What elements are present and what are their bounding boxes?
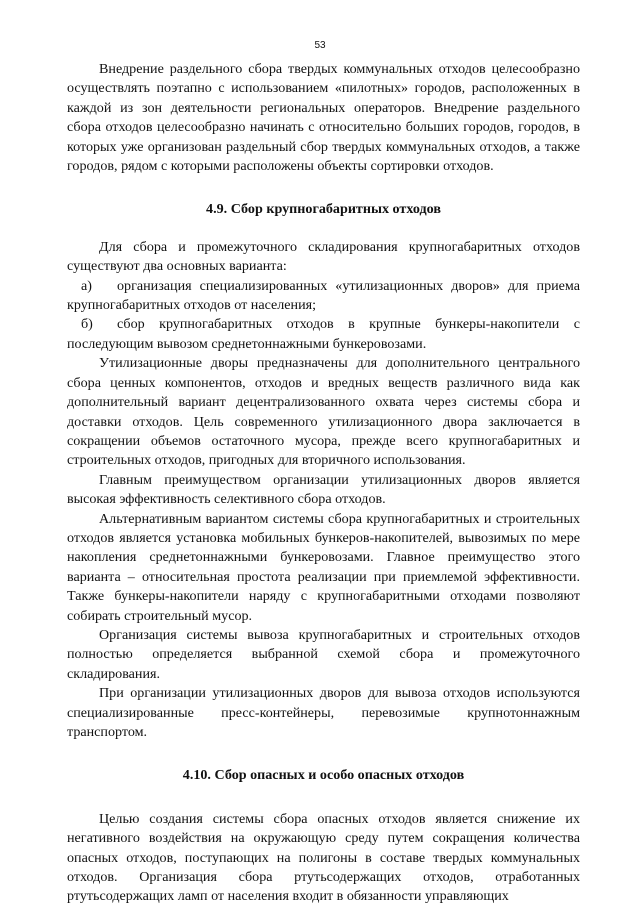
intro-paragraph: Внедрение раздельного сбора твердых коммунальных отходов целесообразно осуществлять поэтапно с использованием «пилотных» городов, расположенных в каждой из зон деятельности региональных операторов. Внедрение раздельного сбора отходов целесообразно начинать с относительно больших городов, городов, в которых уже организован раздельный сбор твердых коммунальных отходов, а также городов, рядом с которыми расположены объекты сортировки отходов. xyxy=(67,61,580,175)
list-marker-b: б) xyxy=(81,316,93,333)
list-text-a: организация специализированных «утилизационных дворов» для приема крупногабаритных отходов от населения; xyxy=(67,277,580,314)
section-heading-4-10: 4.10. Сбор опасных и особо опасных отходов xyxy=(182,767,465,784)
list-item-a xyxy=(67,277,580,316)
list-text-b: сбор крупногабаритных отходов в крупные бункеры-накопители с последующим вывозом среднетоннажными бункеровозами. xyxy=(67,316,580,352)
paragraph: Альтернативным вариантом системы сбора крупногабаритных и строительных отходов является установка мобильных бункеров-накопителей, вывозимых по мере накопления среднетоннажными бункеровозами. Главное преимущество этого варианта – относительная простота реализации при приемлемой эффективности. Также бункеры-накопители наряду с крупногабаритными отходами позволяют собирать строительный мусор. xyxy=(67,510,580,624)
page-number: 53 xyxy=(314,40,326,51)
list-marker-a: а) xyxy=(81,277,92,294)
paragraph: Утилизационные дворы предназначены для дополнительного центрального сбора ценных компонентов, отходов и вредных веществ различного вида как дополнительный вариант децентрализованного охвата через системы сбора и доставки отходов. Цель современного утилизационного двора заключается в сокращении объемов остаточного мусора, прежде всего крупногабаритных и строительных отходов, пригодных для вторичного использования. xyxy=(67,355,580,469)
paragraph: При организации утилизационных дворов для вывоза отходов используются специализированные пресс-контейнеры, перевозимые крупнотоннажным транспортом. xyxy=(67,685,580,740)
paragraph: Для сбора и промежуточного складирования крупногабаритных отходов существуют два основных варианта: xyxy=(67,238,580,275)
paragraph: Главным преимуществом организации утилизационных дворов является высокая эффективность селективного сбора отходов. xyxy=(67,471,580,508)
paragraph: Организация системы вывоза крупногабаритных и строительных отходов полностью определяется выбранной схемой сбора и промежуточного складирования. xyxy=(67,626,580,682)
paragraph: Целью создания системы сбора опасных отходов является снижение их негативного воздействия на окружающую среду путем сокращения количества опасных отходов, поступающих на полигоны в составе твердых коммунальных отходов. Организация сбора ртутьсодержащих отходов, отработанных ртутьсодержащих ламп от населения входит в обязанности управляющих xyxy=(67,810,580,905)
section-heading-4-9: 4.9. Сбор крупногабаритных отходов xyxy=(206,201,441,218)
document-body xyxy=(67,60,580,907)
list-item-b xyxy=(67,315,580,354)
